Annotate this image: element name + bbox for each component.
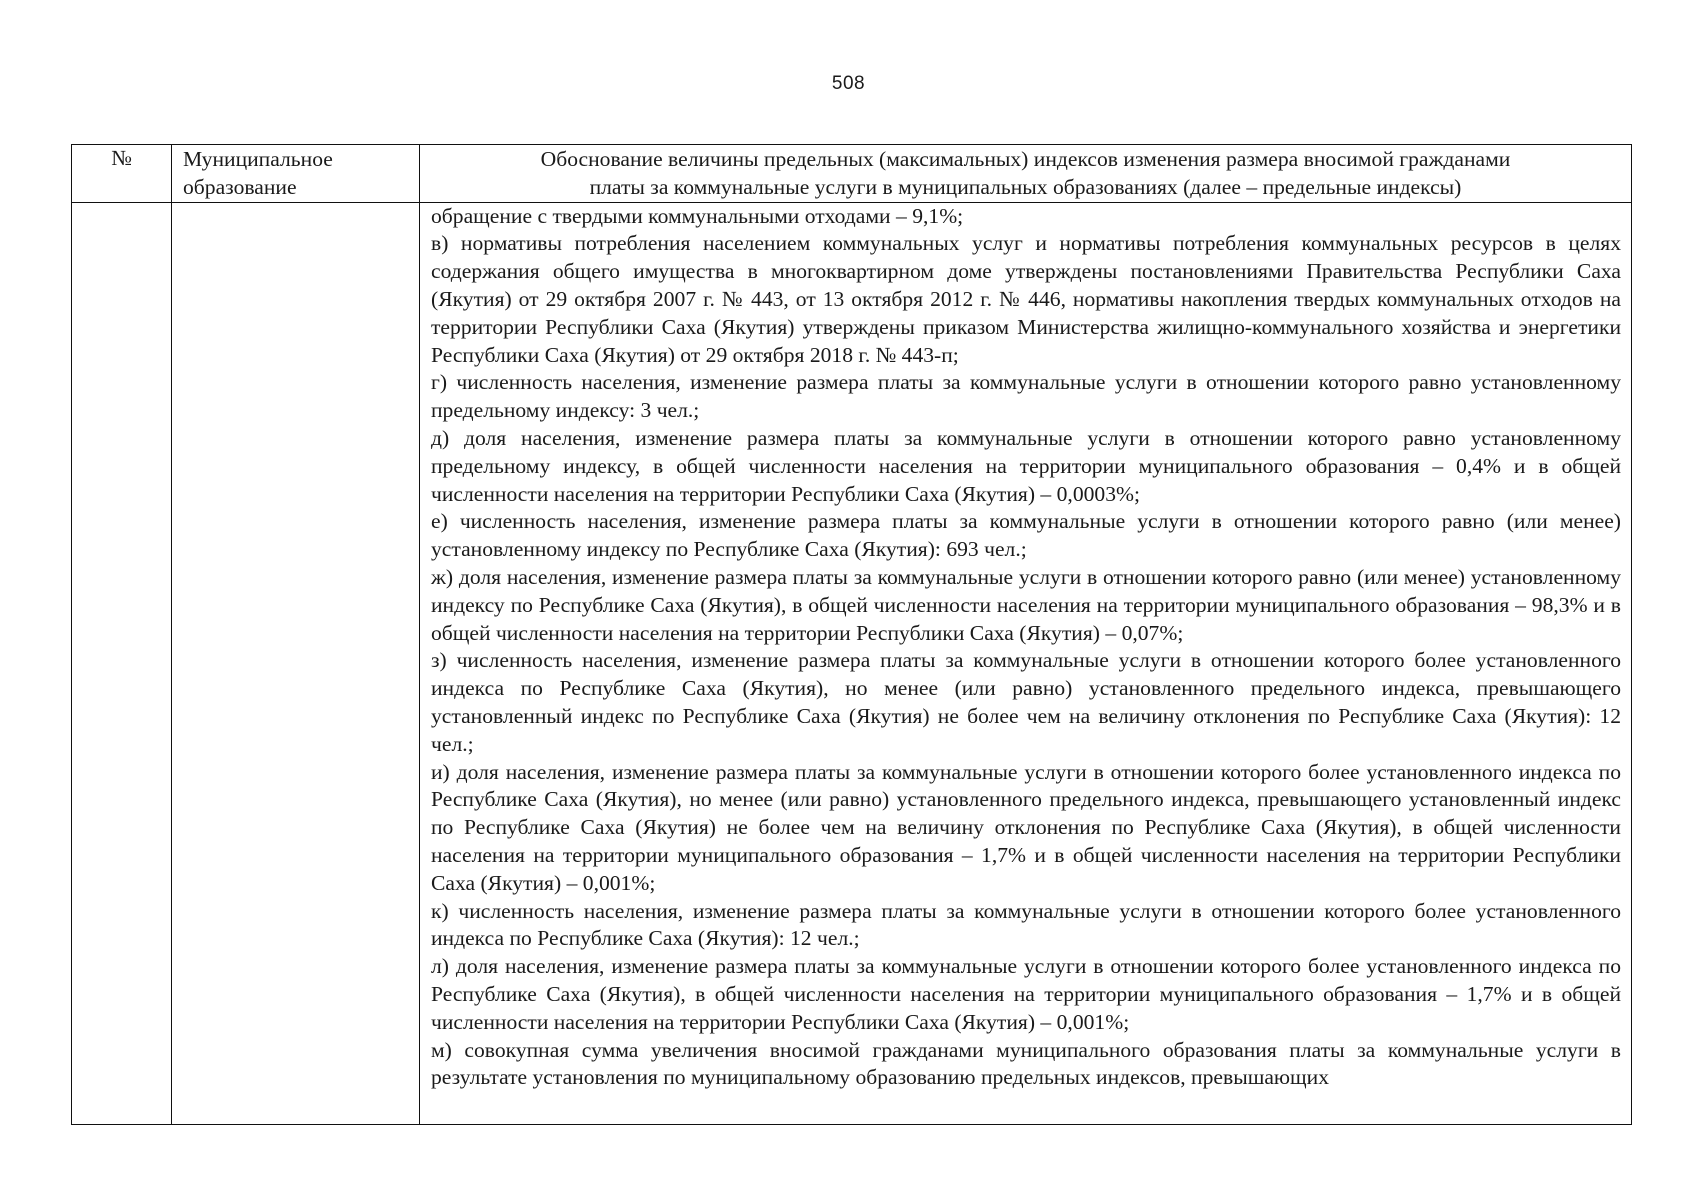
- justification-paragraph: ж) доля населения, изменение размера платы за коммунальные услуги в отношении которого равно (или менее) установленному индексу по Республике Саха (Якутия), в общей численности населения на территории муниципального образования – 98,3% и в общей численности населения на территории Республики Саха (Якутия) – 0,07%;: [431, 564, 1621, 645]
- justification-paragraph: в) нормативы потребления населением коммунальных услуг и нормативы потребления коммунальных ресурсов в целях содержания общего имущества в многоквартирном доме утверждены постановлениями Правительства Республики Саха (Якутия) от 29 октября 2007 г. № 443, от 13 октября 2012 г. № 446, нормативы накопления твердых коммунальных отходов на территории Республики Саха (Якутия) утверждены приказом Министерства жилищно-коммунального хозяйства и энергетики Республики Саха (Якутия) от 29 октября 2018 г. № 443-п;: [431, 231, 1621, 367]
- header-municipality-line2: образование: [183, 174, 297, 199]
- justification-paragraph: к) численность населения, изменение размера платы за коммунальные услуги в отношении которого более установленного индекса по Республике Саха (Якутия): 12 чел.;: [431, 898, 1621, 951]
- cell-number: [72, 202, 172, 1124]
- justification-paragraph: д) доля населения, изменение размера платы за коммунальные услуги в отношении которого равно установленному предельному индексу, в общей численности населения на территории муниципального образования – 0,4% и в общей численности населения на территории Республики Саха (Якутия) – 0,0003%;: [431, 425, 1621, 506]
- header-number: №: [72, 145, 172, 203]
- table-header-row: [72, 145, 1632, 203]
- table-row: [72, 202, 1632, 1124]
- header-municipality-line1: Муниципальное: [183, 147, 333, 171]
- justification-paragraph: обращение с твердыми коммунальными отходами – 9,1%;: [431, 203, 964, 228]
- justification-paragraph: и) доля населения, изменение размера платы за коммунальные услуги в отношении которого более установленного индекса по Республике Саха (Якутия), но менее (или равно) установленного предельного индекса, превышающего установленный индекс по Республике Саха (Якутия) не более чем на величину отклонения по Республике Саха (Якутия), в общей численности населения на территории муниципального образования – 1,7% и в общей численности населения на территории Республики Саха (Якутия) – 0,001%;: [431, 759, 1621, 895]
- justification-paragraph: л) доля населения, изменение размера платы за коммунальные услуги в отношении которого более установленного индекса по Республике Саха (Якутия), в общей численности населения на территории муниципального образования – 1,7% и в общей численности населения на территории Республики Саха (Якутия) – 0,001%;: [431, 954, 1621, 1034]
- header-justification-line2: платы за коммунальные услуги в муниципальных образованиях (далее – предельные индексы): [589, 174, 1462, 199]
- justification-paragraph: м) совокупная сумма увеличения вносимой гражданами муниципального образования платы за коммунальные услуги в результате установления по муниципальному образованию предельных индексов, превышающих: [431, 1037, 1621, 1090]
- justification-paragraph: з) численность населения, изменение размера платы за коммунальные услуги в отношении которого более установленного индекса по Республике Саха (Якутия), но менее (или равно) установленного предельного индекса, превышающего установленный индекс по Республике Саха (Якутия) не более чем на величину отклонения по Республике Саха (Якутия): 12 чел.;: [431, 648, 1621, 756]
- cell-municipality: [172, 202, 420, 1124]
- justification-paragraph: е) численность населения, изменение размера платы за коммунальные услуги в отношении которого равно (или менее) установленному индексу по Республике Саха (Якутия): 693 чел.;: [431, 509, 1621, 562]
- header-municipality: [172, 145, 420, 203]
- justification-table: [71, 144, 1632, 1125]
- header-justification: [420, 145, 1632, 203]
- header-justification-line1: Обоснование величины предельных (максимальных) индексов изменения размера вносимой гражданами: [540, 147, 1511, 171]
- cell-justification: [420, 202, 1632, 1124]
- justification-paragraph: г) численность населения, изменение размера платы за коммунальные услуги в отношении которого равно установленному предельному индексу: 3 чел.;: [431, 370, 1621, 423]
- page-number: 508: [831, 73, 866, 94]
